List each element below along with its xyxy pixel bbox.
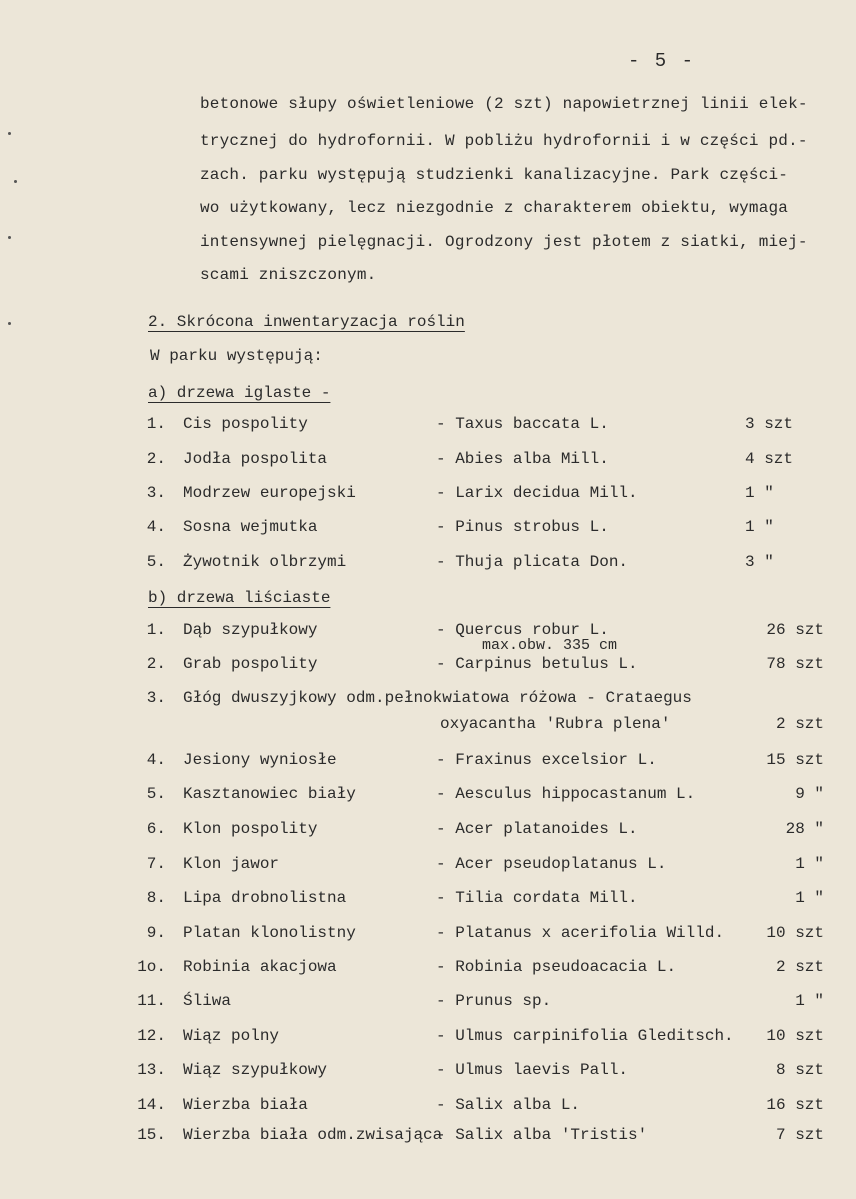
- latin-name: - Platanus x acerifolia Willd.: [436, 924, 725, 942]
- row-number: 1.: [146, 621, 166, 639]
- intro-line: intensywnej pielęgnacji. Ogrodzony jest płotem z siatki, miej-: [200, 233, 808, 251]
- deciduous-heading: b) drzewa liściaste: [148, 589, 331, 607]
- common-name: Platan klonolistny: [183, 924, 356, 942]
- quantity: 8 szt: [775, 1061, 824, 1079]
- section-heading: 2. Skrócona inwentaryzacja roślin: [148, 313, 465, 331]
- row-number: 2.: [146, 655, 166, 673]
- common-name: Wierzba biała: [183, 1096, 308, 1114]
- row-number: 5.: [146, 553, 166, 571]
- quantity: 16 szt: [766, 1096, 824, 1114]
- quantity: 10 szt: [766, 924, 824, 942]
- common-name: Wiąz szypułkowy: [183, 1061, 328, 1079]
- common-name: Modrzew europejski: [183, 484, 356, 502]
- common-name: Dąb szypułkowy: [183, 621, 318, 639]
- latin-name: - Salix alba 'Tristis': [436, 1126, 648, 1144]
- row-number: 2.: [146, 450, 166, 468]
- intro-line: scami zniszczonym.: [200, 266, 377, 284]
- latin-name: - Robinia pseudoacacia L.: [436, 958, 677, 976]
- intro-line: zach. parku występują studzienki kanalizacyjne. Park części-: [200, 166, 789, 184]
- latin-name: - Acer pseudoplatanus L.: [436, 855, 667, 873]
- common-name: Sosna wejmutka: [183, 518, 318, 536]
- quantity: 2 szt: [775, 958, 824, 976]
- row-number: 1.: [146, 415, 166, 433]
- common-name: Żywotnik olbrzymi: [183, 553, 347, 571]
- latin-name: - Fraxinus excelsior L.: [436, 751, 657, 769]
- common-name: Robinia akacjowa: [183, 958, 337, 976]
- quantity: 1 ": [795, 855, 824, 873]
- intro-line: betonowe słupy oświetleniowe (2 szt) napowietrznej linii elek-: [200, 95, 808, 113]
- row-number: 5.: [146, 785, 166, 803]
- row-number: 12.: [137, 1027, 166, 1045]
- latin-name: - Abies alba Mill.: [436, 450, 609, 468]
- row-number: 3.: [146, 689, 166, 707]
- quantity: 1 ": [795, 889, 824, 907]
- intro-line: wo użytkowany, lecz niezgodnie z charakterem obiektu, wymaga: [200, 199, 789, 217]
- common-name: Klon jawor: [183, 855, 280, 873]
- quantity: 9 ": [795, 785, 824, 803]
- page-number: - 5 -: [628, 50, 696, 72]
- common-name: Głóg dwuszyjkowy odm.pełnokwiatowa różowa - Crataegus: [183, 689, 692, 707]
- latin-name: - Larix decidua Mill.: [436, 484, 638, 502]
- quantity: 3 szt: [745, 415, 794, 433]
- latin-name: oxyacantha 'Rubra plena': [440, 715, 671, 733]
- common-name: Jesiony wyniosłe: [183, 751, 337, 769]
- latin-name: - Ulmus carpinifolia Gleditsch.: [436, 1027, 734, 1045]
- margin-mark: [8, 236, 11, 239]
- common-name: Grab pospolity: [183, 655, 318, 673]
- quantity: 1 ": [745, 518, 774, 536]
- quantity: 1 ": [795, 992, 824, 1010]
- quantity: 1 ": [745, 484, 774, 502]
- row-number: 15.: [137, 1126, 166, 1144]
- common-name: Śliwa: [183, 992, 232, 1010]
- row-number: 3.: [146, 484, 166, 502]
- row-number: 4.: [146, 751, 166, 769]
- row-number: 7.: [146, 855, 166, 873]
- row-number: 14.: [137, 1096, 166, 1114]
- common-name: Kasztanowiec biały: [183, 785, 356, 803]
- quantity: 28 ": [785, 820, 824, 838]
- common-name: Cis pospolity: [183, 415, 308, 433]
- conifers-heading: a) drzewa iglaste -: [148, 384, 331, 402]
- latin-name: - Ulmus laevis Pall.: [436, 1061, 629, 1079]
- intro-sentence: W parku występują:: [150, 347, 323, 365]
- common-name: Wiąz polny: [183, 1027, 280, 1045]
- quantity: 4 szt: [745, 450, 794, 468]
- row-number: 6.: [146, 820, 166, 838]
- quantity: 10 szt: [766, 1027, 824, 1045]
- common-name: Jodła pospolita: [183, 450, 328, 468]
- quantity: 15 szt: [766, 751, 824, 769]
- common-name: Lipa drobnolistna: [183, 889, 347, 907]
- latin-name: - Acer platanoides L.: [436, 820, 638, 838]
- common-name: Klon pospolity: [183, 820, 318, 838]
- latin-name: - Aesculus hippocastanum L.: [436, 785, 696, 803]
- margin-mark: [14, 180, 17, 183]
- margin-mark: [8, 322, 11, 325]
- quantity: 3 ": [745, 553, 774, 571]
- row-number: 8.: [146, 889, 166, 907]
- latin-name: - Carpinus betulus L.: [436, 655, 638, 673]
- margin-mark: [8, 132, 11, 135]
- latin-name: - Taxus baccata L.: [436, 415, 609, 433]
- latin-name: - Prunus sp.: [436, 992, 552, 1010]
- row-number: 11.: [137, 992, 166, 1010]
- intro-line: trycznej do hydrofornii. W pobliżu hydrofornii i w części pd.-: [200, 132, 808, 150]
- latin-name: - Quercus robur L.: [436, 621, 609, 639]
- quantity: 78 szt: [766, 655, 824, 673]
- quantity: 26 szt: [766, 621, 824, 639]
- latin-name: - Thuja plicata Don.: [436, 553, 629, 571]
- row-number: 13.: [137, 1061, 166, 1079]
- quantity: 2 szt: [775, 715, 824, 733]
- common-name: Wierzba biała odm.zwisająca: [183, 1126, 443, 1144]
- latin-name: - Salix alba L.: [436, 1096, 581, 1114]
- oak-note: max.obw. 335 cm: [482, 637, 618, 654]
- quantity: 7 szt: [775, 1126, 824, 1144]
- latin-name: - Pinus strobus L.: [436, 518, 609, 536]
- latin-name: - Tilia cordata Mill.: [436, 889, 638, 907]
- row-number: 4.: [146, 518, 166, 536]
- row-number: 1o.: [137, 958, 166, 976]
- row-number: 9.: [146, 924, 166, 942]
